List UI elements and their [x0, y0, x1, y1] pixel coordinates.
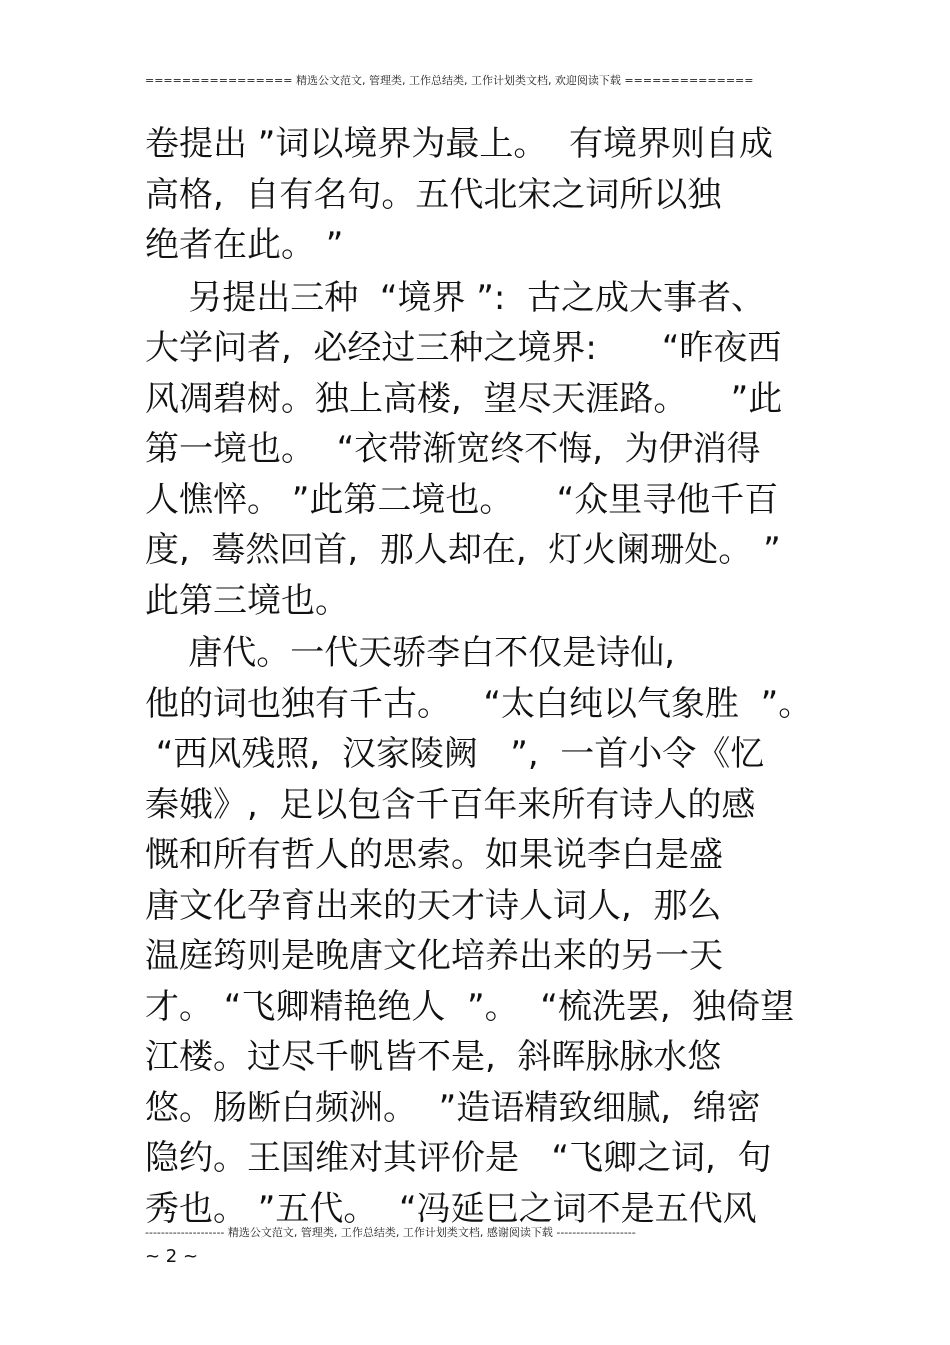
text-line: 悠。肠断白频洲。 ”造语精致细腻, 绵密 — [145, 1087, 761, 1128]
page-number: ~ 2 ~ — [145, 1246, 199, 1267]
text-line: 卷提出 ”词以境界为最上。 有境界则自成 — [145, 124, 774, 164]
text-line: 隐约。王国维对其评价是 “飞卿之词, 句 — [145, 1138, 772, 1178]
text-line: 绝者在此。 ” — [145, 225, 344, 265]
text-line: 江楼。过尽千帆皆不是, 斜晖脉脉水悠 — [145, 1037, 722, 1077]
text-line: 才。 “飞卿精艳绝人 ”。 “梳洗罢, 独倚望 — [145, 986, 795, 1027]
text-line: 此第三境也。 — [145, 580, 349, 621]
paragraph-start-line: 唐代。一代天骄李白不仅是诗仙, — [145, 633, 676, 673]
text-line: 人憔悴。 ”此第二境也。 “众里寻他千百 — [145, 479, 779, 520]
text-line: 他的词也独有千古。 “太白纯以气象胜 ”。 — [145, 683, 813, 724]
text-line: 度, 蓦然回首, 那人却在, 灯火阑珊处。 ” — [145, 530, 781, 570]
page-footer: -------------------- 精选公文范文, 管理类, 工作总结类, 工作计划类文档, 感谢阅读下载 -------------------- — [145, 1226, 636, 1239]
text-line: 温庭筠则是晚唐文化培养出来的另一天 — [145, 936, 723, 976]
text-line: 秀也。 ”五代。 “冯延巳之词不是五代风 — [145, 1188, 757, 1229]
page-header: ================ 精选公文范文, 管理类, 工作总结类, 工作计划类文档, 欢迎阅读下载 ============== — [145, 74, 754, 87]
text-line: 秦娥》, 足以包含千百年来所有诗人的感 — [145, 784, 756, 825]
document-body — [145, 119, 815, 1234]
text-line: 第一境也。 “衣带渐宽终不悔, 为伊消得 — [145, 429, 761, 469]
text-line: 唐文化孕育出来的天才诗人词人, 那么 — [145, 885, 722, 926]
text-line: “西风残照, 汉家陵阙 ”, 一首小令《忆 — [145, 734, 765, 774]
text-line: 慨和所有哲人的思索。如果说李白是盛 — [145, 835, 723, 875]
text-line: 高格, 自有名句。五代北宋之词所以独 — [145, 174, 722, 215]
paragraph-start-line: 另提出三种 “境界 ”: 古之成大事者、 — [145, 277, 765, 318]
text-line: 风凋碧树。独上高楼, 望尽天涯路。 ”此 — [145, 378, 783, 419]
text-line: 大学问者, 必经过三种之境界: “昨夜西 — [145, 328, 782, 368]
